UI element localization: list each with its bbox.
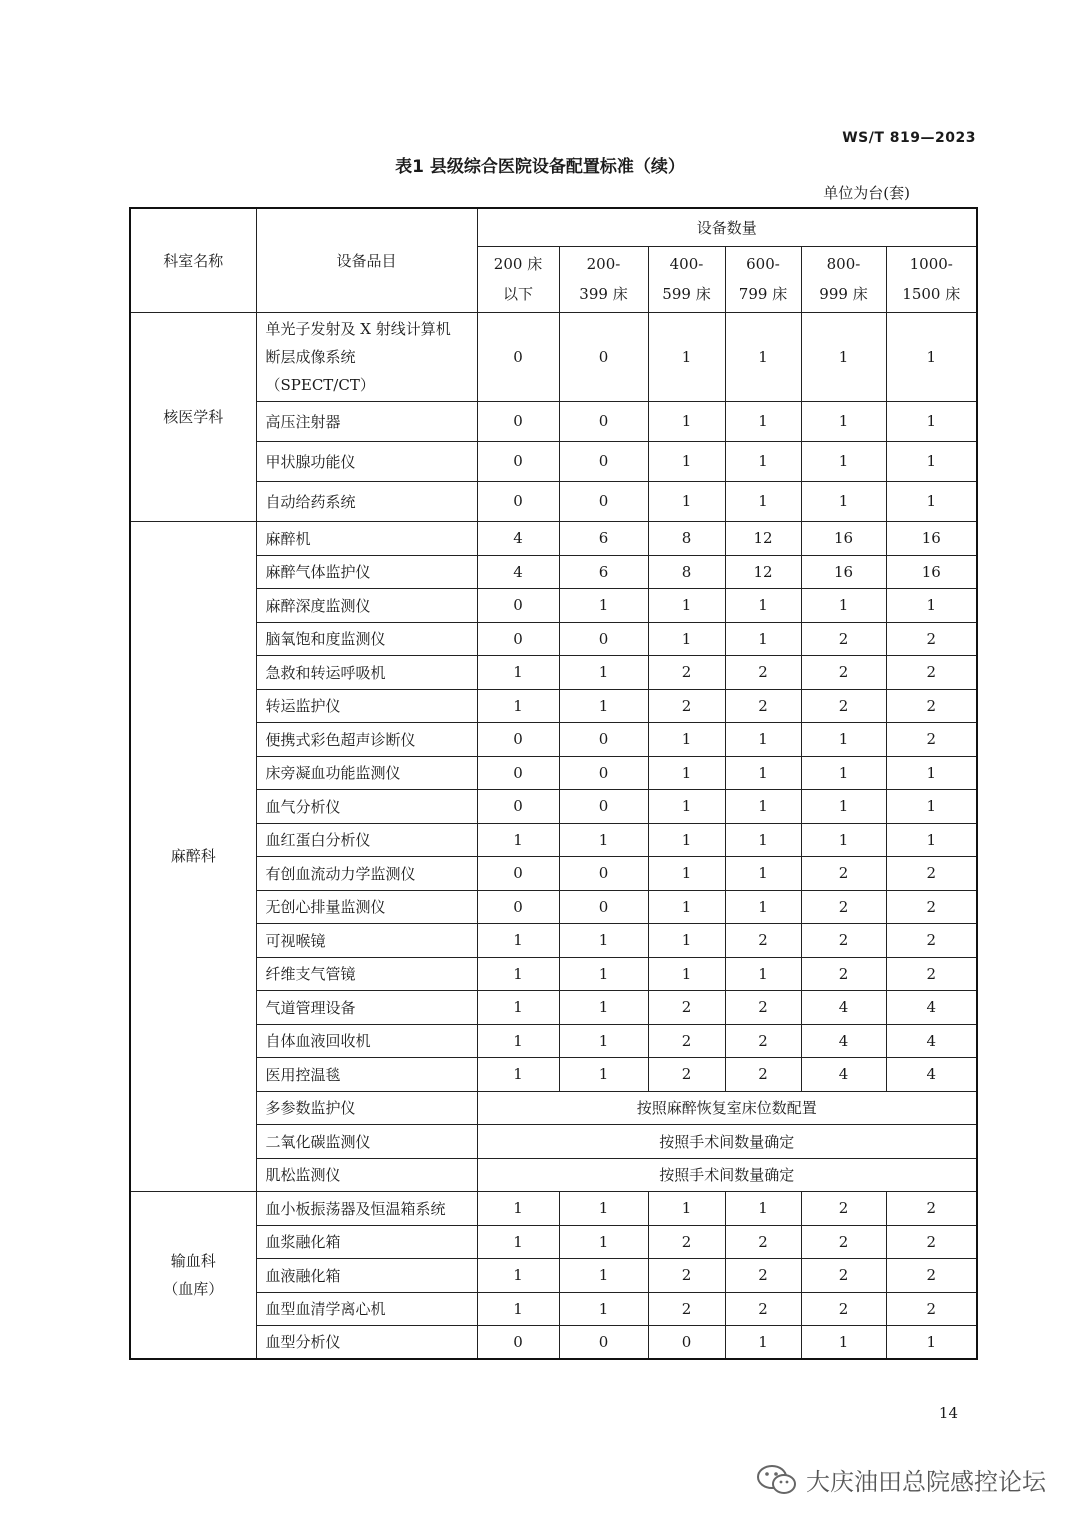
quantity-cell: 2	[648, 1292, 725, 1325]
table-title: 表1 县级综合医院设备配置标准（续）	[395, 157, 685, 177]
quantity-cell: 1	[725, 890, 801, 923]
quantity-cell: 0	[477, 789, 559, 823]
quantity-cell: 1	[801, 823, 886, 856]
quantity-cell: 2	[801, 655, 886, 689]
equipment-name	[256, 1124, 477, 1158]
quantity-cell: 1	[886, 823, 977, 856]
quantity-cell: 2	[801, 1225, 886, 1258]
quantity-cell: 16	[886, 521, 977, 555]
table-row	[130, 1158, 977, 1191]
quantity-cell: 2	[886, 1258, 977, 1292]
table-row	[130, 588, 977, 622]
dept-name: 输血科	[170, 1251, 216, 1270]
equipment-name-line: 脑氧饱和度监测仪	[265, 630, 386, 648]
quantity-cell: 1	[886, 756, 977, 789]
quantity-cell: 1	[559, 1024, 648, 1057]
quantity-cell: 1	[886, 1325, 977, 1359]
equipment-name	[256, 1057, 477, 1091]
quantity-cell: 0	[648, 1325, 725, 1359]
quantity-cell: 1	[725, 1191, 801, 1225]
quantity-cell: 1	[559, 655, 648, 689]
equipment-name	[256, 990, 477, 1024]
quantity-cell: 2	[886, 655, 977, 689]
table-row	[130, 789, 977, 823]
quantity-cell: 1	[725, 856, 801, 890]
quantity-cell: 1	[648, 312, 725, 401]
equipment-name	[256, 1258, 477, 1292]
table-row	[130, 1091, 977, 1124]
equipment-name	[256, 957, 477, 990]
quantity-cell: 2	[886, 689, 977, 722]
equipment-name-line: 肌松监测仪	[265, 1166, 341, 1184]
equipment-name	[256, 1225, 477, 1258]
quantity-cell: 1	[725, 441, 801, 481]
table-row	[130, 441, 977, 481]
header-bed-line: 以下	[502, 285, 533, 303]
table-row	[130, 957, 977, 990]
quantity-cell: 1	[477, 990, 559, 1024]
table-row	[130, 890, 977, 923]
equipment-name-line: 多参数监护仪	[265, 1099, 356, 1117]
quantity-cell: 6	[559, 555, 648, 588]
equipment-name-line: 便携式彩色超声诊断仪	[265, 730, 416, 749]
equipment-name-line: 气道管理设备	[265, 998, 356, 1017]
quantity-cell: 1	[725, 789, 801, 823]
quantity-cell: 2	[725, 1225, 801, 1258]
quantity-cell: 1	[648, 856, 725, 890]
equipment-name	[256, 1158, 477, 1191]
quantity-cell: 2	[648, 1024, 725, 1057]
header-bed-line: 600-	[746, 255, 780, 273]
equipment-name-line: 自动给药系统	[265, 492, 356, 511]
quantity-cell: 2	[801, 1292, 886, 1325]
quantity-cell: 1	[886, 588, 977, 622]
quantity-cell: 0	[559, 789, 648, 823]
equipment-name-line: 血气分析仪	[265, 797, 341, 816]
quantity-cell: 6	[559, 521, 648, 555]
quantity-cell: 0	[559, 622, 648, 655]
table-row	[130, 1024, 977, 1057]
quantity-cell: 16	[801, 555, 886, 588]
table-row	[130, 756, 977, 789]
equipment-name	[256, 588, 477, 622]
equipment-table	[129, 207, 978, 1360]
quantity-cell: 2	[886, 890, 977, 923]
quantity-cell: 1	[801, 312, 886, 401]
quantity-cell: 2	[801, 957, 886, 990]
header-bed-range	[648, 246, 725, 312]
watermark	[756, 1462, 1046, 1497]
quantity-cell: 1	[801, 722, 886, 756]
quantity-cell: 1	[648, 401, 725, 441]
quantity-cell: 0	[559, 722, 648, 756]
quantity-cell: 1	[477, 1057, 559, 1091]
quantity-cell: 1	[886, 441, 977, 481]
quantity-cell: 1	[648, 622, 725, 655]
header-item: 设备品目	[256, 208, 477, 312]
header-qty: 设备数量	[477, 208, 977, 246]
equipment-name-line: 有创血流动力学监测仪	[265, 864, 416, 883]
header-bed-line: 1500 床	[902, 285, 961, 303]
quantity-cell: 0	[559, 890, 648, 923]
quantity-cell: 2	[725, 1258, 801, 1292]
config-note: 按照麻醉恢复室床位数配置	[477, 1091, 977, 1124]
equipment-name	[256, 1091, 477, 1124]
quantity-cell: 0	[477, 890, 559, 923]
quantity-cell: 1	[725, 401, 801, 441]
equipment-name-line: 麻醉气体监护仪	[265, 563, 371, 581]
equipment-name-line: 高压注射器	[265, 412, 341, 431]
header-bed-line: 999 床	[819, 285, 868, 303]
quantity-cell: 0	[477, 756, 559, 789]
quantity-cell: 2	[886, 957, 977, 990]
quantity-cell: 1	[559, 823, 648, 856]
quantity-cell: 4	[477, 555, 559, 588]
quantity-cell: 1	[559, 1225, 648, 1258]
quantity-cell: 2	[725, 655, 801, 689]
quantity-cell: 2	[801, 923, 886, 957]
dept-cell	[130, 521, 256, 1191]
quantity-cell: 2	[648, 1057, 725, 1091]
quantity-cell: 2	[886, 622, 977, 655]
equipment-name-line: 血型血清学离心机	[265, 1300, 386, 1318]
quantity-cell: 1	[886, 481, 977, 521]
equipment-name-line: 血浆融化箱	[265, 1233, 341, 1251]
dept-name: 核医学科	[163, 407, 224, 426]
quantity-cell: 16	[886, 555, 977, 588]
quantity-cell: 2	[725, 923, 801, 957]
quantity-cell: 12	[725, 521, 801, 555]
quantity-cell: 0	[477, 622, 559, 655]
equipment-name	[256, 655, 477, 689]
quantity-cell: 1	[477, 823, 559, 856]
quantity-cell: 1	[886, 312, 977, 401]
quantity-cell: 1	[801, 441, 886, 481]
quantity-cell: 1	[725, 722, 801, 756]
quantity-cell: 1	[725, 823, 801, 856]
equipment-name-line: 甲状腺功能仪	[265, 452, 356, 471]
table-row	[130, 722, 977, 756]
quantity-cell: 2	[801, 689, 886, 722]
header-bed-line: 800-	[826, 255, 861, 273]
quantity-cell: 1	[559, 689, 648, 722]
equipment-name	[256, 1292, 477, 1325]
header-bed-line: 200-	[586, 255, 621, 273]
watermark-text: 大庆油田总院感控论坛	[806, 1468, 1046, 1496]
equipment-name	[256, 689, 477, 722]
quantity-cell: 1	[477, 1292, 559, 1325]
quantity-cell: 4	[801, 1057, 886, 1091]
quantity-cell: 0	[477, 401, 559, 441]
quantity-cell: 1	[801, 1325, 886, 1359]
quantity-cell: 1	[477, 1225, 559, 1258]
table-row	[130, 856, 977, 890]
equipment-name	[256, 555, 477, 588]
quantity-cell: 1	[725, 481, 801, 521]
quantity-cell: 1	[725, 957, 801, 990]
table-row	[130, 1225, 977, 1258]
quantity-cell: 16	[801, 521, 886, 555]
equipment-name	[256, 1325, 477, 1359]
equipment-name-line: （SPECT/CT）	[265, 375, 375, 394]
quantity-cell: 12	[725, 555, 801, 588]
quantity-cell: 4	[477, 521, 559, 555]
quantity-cell: 0	[477, 588, 559, 622]
table-row	[130, 689, 977, 722]
table-row	[130, 655, 977, 689]
quantity-cell: 2	[801, 1191, 886, 1225]
quantity-cell: 2	[725, 1024, 801, 1057]
equipment-name-line: 床旁凝血功能监测仪	[265, 764, 401, 782]
quantity-cell: 0	[559, 856, 648, 890]
equipment-name	[256, 789, 477, 823]
quantity-cell: 8	[648, 521, 725, 555]
header-bed-range	[477, 246, 559, 312]
quantity-cell: 2	[648, 1258, 725, 1292]
quantity-cell: 1	[559, 923, 648, 957]
dept-cell	[130, 312, 256, 521]
table-row	[130, 1258, 977, 1292]
equipment-name	[256, 1024, 477, 1057]
equipment-name-line: 单光子发射及 X 射线计算机	[265, 319, 451, 338]
quantity-cell: 2	[886, 923, 977, 957]
quantity-cell: 2	[886, 1191, 977, 1225]
table-row	[130, 521, 977, 555]
quantity-cell: 4	[886, 1057, 977, 1091]
standard-code: WS/T 819—2023	[842, 130, 976, 146]
quantity-cell: 1	[477, 957, 559, 990]
quantity-cell: 8	[648, 555, 725, 588]
table-row	[130, 312, 977, 401]
table-row	[130, 555, 977, 588]
header-bed-line: 1000-	[909, 255, 953, 273]
quantity-cell: 2	[886, 1225, 977, 1258]
quantity-cell: 1	[648, 722, 725, 756]
header-bed-line: 399 床	[579, 285, 628, 303]
quantity-cell: 1	[725, 622, 801, 655]
quantity-cell: 1	[648, 789, 725, 823]
equipment-name-line: 麻醉深度监测仪	[265, 596, 371, 615]
equipment-name	[256, 856, 477, 890]
quantity-cell: 1	[477, 1024, 559, 1057]
quantity-cell: 1	[886, 401, 977, 441]
quantity-cell: 1	[725, 312, 801, 401]
quantity-cell: 0	[477, 856, 559, 890]
quantity-cell: 2	[801, 890, 886, 923]
table-row	[130, 1057, 977, 1091]
quantity-cell: 0	[477, 722, 559, 756]
header-bed-range	[725, 246, 801, 312]
quantity-cell: 2	[725, 1292, 801, 1325]
quantity-cell: 0	[559, 756, 648, 789]
equipment-name-line: 血小板振荡器及恒温箱系统	[265, 1199, 446, 1218]
quantity-cell: 1	[801, 588, 886, 622]
equipment-name	[256, 722, 477, 756]
equipment-name-line: 断层成像系统	[265, 347, 356, 366]
wechat-icon	[756, 1463, 798, 1497]
quantity-cell: 1	[801, 789, 886, 823]
table-row	[130, 923, 977, 957]
equipment-name-line: 急救和转运呼吸机	[265, 663, 386, 682]
dept-cell	[130, 1191, 256, 1359]
quantity-cell: 1	[725, 588, 801, 622]
quantity-cell: 2	[648, 990, 725, 1024]
equipment-name-line: 无创心排量监测仪	[265, 898, 386, 916]
header-bed-line: 799 床	[738, 285, 788, 303]
table-row	[130, 1292, 977, 1325]
table-row	[130, 1325, 977, 1359]
config-note: 按照手术间数量确定	[477, 1158, 977, 1191]
equipment-name-line: 转运监护仪	[265, 697, 341, 715]
quantity-cell: 2	[886, 722, 977, 756]
header-bed-range	[559, 246, 648, 312]
header-dept: 科室名称	[130, 208, 256, 312]
equipment-name-line: 血型分析仪	[265, 1333, 341, 1352]
table-row	[130, 1124, 977, 1158]
quantity-cell: 1	[477, 689, 559, 722]
quantity-cell: 4	[886, 1024, 977, 1057]
equipment-name-line: 自体血液回收机	[265, 1032, 371, 1050]
quantity-cell: 2	[725, 689, 801, 722]
quantity-cell: 1	[648, 481, 725, 521]
quantity-cell: 4	[801, 990, 886, 1024]
quantity-cell: 1	[801, 481, 886, 521]
quantity-cell: 1	[559, 1258, 648, 1292]
equipment-name	[256, 401, 477, 441]
quantity-cell: 1	[477, 655, 559, 689]
quantity-cell: 1	[559, 990, 648, 1024]
unit-note: 单位为台(套)	[823, 184, 910, 202]
quantity-cell: 4	[886, 990, 977, 1024]
quantity-cell: 1	[725, 1325, 801, 1359]
quantity-cell: 0	[477, 312, 559, 401]
equipment-name-line: 麻醉机	[265, 529, 311, 548]
quantity-cell: 1	[801, 401, 886, 441]
quantity-cell: 1	[477, 923, 559, 957]
equipment-name	[256, 923, 477, 957]
quantity-cell: 1	[648, 890, 725, 923]
equipment-name	[256, 823, 477, 856]
quantity-cell: 0	[559, 441, 648, 481]
quantity-cell: 1	[648, 957, 725, 990]
equipment-name-line: 二氧化碳监测仪	[265, 1132, 371, 1151]
dept-name: 麻醉科	[170, 847, 216, 865]
quantity-cell: 0	[559, 401, 648, 441]
equipment-name	[256, 890, 477, 923]
quantity-cell: 1	[559, 1057, 648, 1091]
quantity-cell: 1	[801, 756, 886, 789]
equipment-name-line: 可视喉镜	[265, 931, 326, 950]
quantity-cell: 4	[801, 1024, 886, 1057]
quantity-cell: 1	[477, 1191, 559, 1225]
quantity-cell: 0	[477, 481, 559, 521]
quantity-cell: 2	[801, 622, 886, 655]
table-row	[130, 622, 977, 655]
quantity-cell: 2	[648, 689, 725, 722]
quantity-cell: 2	[801, 856, 886, 890]
quantity-cell: 0	[559, 481, 648, 521]
header-bed-line: 599 床	[662, 285, 711, 303]
quantity-cell: 0	[559, 312, 648, 401]
quantity-cell: 1	[648, 756, 725, 789]
equipment-name-line: 血红蛋白分析仪	[265, 831, 371, 849]
page-number: 14	[938, 1404, 958, 1422]
table-row	[130, 401, 977, 441]
table-row	[130, 823, 977, 856]
quantity-cell: 1	[559, 588, 648, 622]
header-bed-range	[801, 246, 886, 312]
header-bed-line: 200 床	[493, 255, 543, 273]
config-note: 按照手术间数量确定	[477, 1124, 977, 1158]
quantity-cell: 1	[648, 588, 725, 622]
equipment-name	[256, 1191, 477, 1225]
equipment-name	[256, 312, 477, 401]
quantity-cell: 1	[559, 957, 648, 990]
table-row	[130, 990, 977, 1024]
quantity-cell: 1	[648, 1191, 725, 1225]
quantity-cell: 2	[725, 1057, 801, 1091]
quantity-cell: 2	[648, 655, 725, 689]
equipment-name-line: 医用控温毯	[265, 1065, 341, 1084]
quantity-cell: 1	[477, 1258, 559, 1292]
quantity-cell: 1	[886, 789, 977, 823]
header-bed-range	[886, 246, 977, 312]
quantity-cell: 1	[648, 441, 725, 481]
equipment-name-line: 纤维支气管镜	[265, 965, 356, 983]
quantity-cell: 1	[648, 823, 725, 856]
quantity-cell: 1	[725, 756, 801, 789]
quantity-cell: 0	[477, 1325, 559, 1359]
quantity-cell: 2	[801, 1258, 886, 1292]
quantity-cell: 0	[559, 1325, 648, 1359]
equipment-name	[256, 622, 477, 655]
table-row	[130, 1191, 977, 1225]
header-bed-line: 400-	[669, 255, 704, 273]
table-row	[130, 481, 977, 521]
quantity-cell: 2	[725, 990, 801, 1024]
equipment-name	[256, 756, 477, 789]
quantity-cell: 1	[559, 1191, 648, 1225]
quantity-cell: 2	[886, 856, 977, 890]
equipment-name	[256, 481, 477, 521]
quantity-cell: 0	[477, 441, 559, 481]
quantity-cell: 1	[559, 1292, 648, 1325]
quantity-cell: 2	[886, 1292, 977, 1325]
dept-name: （血库）	[163, 1279, 224, 1298]
equipment-name	[256, 521, 477, 555]
quantity-cell: 2	[648, 1225, 725, 1258]
quantity-cell: 1	[648, 923, 725, 957]
equipment-name-line: 血液融化箱	[265, 1266, 341, 1285]
equipment-name	[256, 441, 477, 481]
